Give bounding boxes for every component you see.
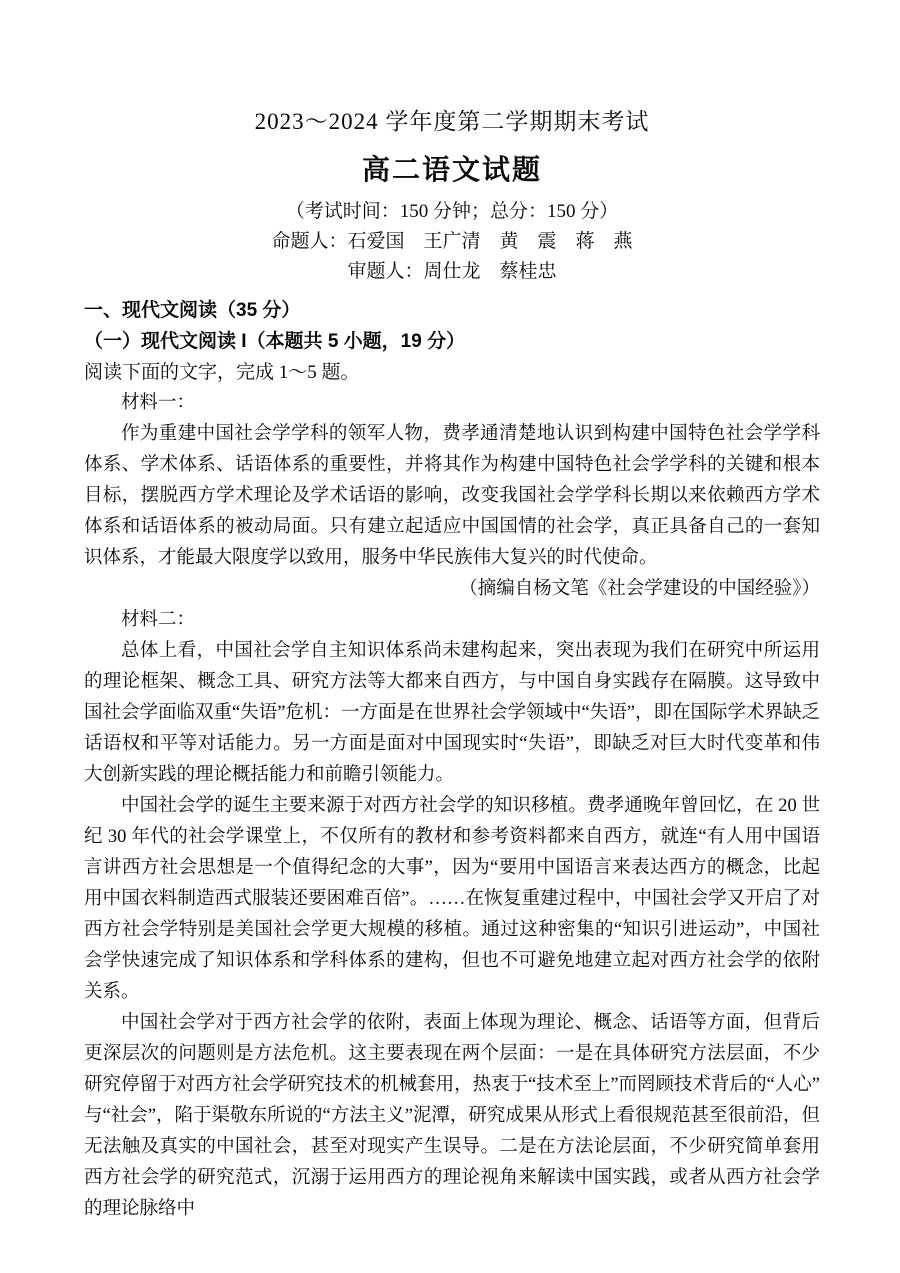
exam-paper-title: 高二语文试题 [361,154,542,185]
material-2-label: 材料二： [121,610,196,630]
question-setters-line: 命题人：石爱国 王广清 黄 震 蒋 燕 [271,231,633,252]
exam-body [84,295,820,1225]
section-1-heading: 一、现代文阅读（35 分） [84,300,301,321]
material-2-paragraph-1: 总体上看，中国社会学自主知识体系尚未建构起来，突出表现为我们在研究中所运用的理论框架、概念工具、研究方法等大都来自西方，与中国自身实践存在隔膜。这导致中国社会学面临双重“失语”危机：一方面是在世界社会学领域中“失语”，即在国际学术界缺乏话语权和平等对话能力。另一方面是面对中国现实时“失语”，即缺乏对巨大时代变革和伟大创新实践的理论概括能力和前瞻引领能力。 [84,641,820,785]
question-reviewers-line: 审题人：周仕龙 蔡桂忠 [347,261,557,282]
material-2-paragraph-2: 中国社会学的诞生主要来源于对西方社会学的知识移植。费孝通晚年曾回忆，在 20 世纪 30 年代的社会学课堂上，不仅所有的教材和参考资料都来自西方，就连“有人用中国语言讲西方社会思想是一个值得纪念的大事”，因为“要用中国语言来表达西方的概念，比起用中国衣料制造西式服装还要困难百倍”。……在恢复重建过程中，中国社会学又开启了对西方社会学特别是美国社会学更大规模的移植。通过这种密集的“知识引进运动”，中国社会学快速完成了知识体系和学科体系的建构，但也不可避免地建立起对西方社会学的依附关系。 [84,796,820,1002]
material-1-label: 材料一： [121,393,196,413]
reading-instruction: 阅读下面的文字，完成 1～5 题。 [84,362,360,383]
material-1-source: （摘编自杨文笔《社会学建设的中国经验》） [459,579,820,599]
exam-session-title: 2023～2024 学年度第二学期期末考试 [254,109,650,134]
exam-duration-info: （考试时间：150 分钟；总分：150 分） [285,201,619,222]
material-1-paragraph-1: 作为重建中国社会学学科的领军人物，费孝通清楚地认识到构建中国特色社会学学科体系、学术体系、话语体系的重要性，并将其作为构建中国特色社会学学科的关键和根本目标，摆脱西方学术理论及学术话语的影响，改变我国社会学学科长期以来依赖西方学术体系和话语体系的被动局面。只有建立起适应中国国情的社会学，真正具备自己的一套知识体系，才能最大限度学以致用，服务中华民族伟大复兴的时代使命。 [84,424,820,568]
exam-meta-block [84,197,820,287]
material-2-paragraph-3: 中国社会学对于西方社会学的依附，表面上体现为理论、概念、话语等方面，但背后更深层次的问题则是方法危机。这主要表现在两个层面：一是在具体研究方法层面，不少研究停留于对西方社会学研究技术的机械套用，热衷于“技术至上”而罔顾技术背后的“人心”与“社会”，陷于渠敬东所说的“方法主义”泥潭，研究成果从形式上看很规范甚至很前沿，但无法触及真实的中国社会，甚至对现实产生误导。二是在方法论层面，不少研究简单套用西方社会学的研究范式，沉溺于运用西方的理论视角来解读中国实践，或者从西方社会学的理论脉络中 [84,1013,820,1219]
subsection-1-heading: （一）现代文阅读 I（本题共 5 小题，19 分） [84,331,466,352]
exam-header [84,106,820,287]
